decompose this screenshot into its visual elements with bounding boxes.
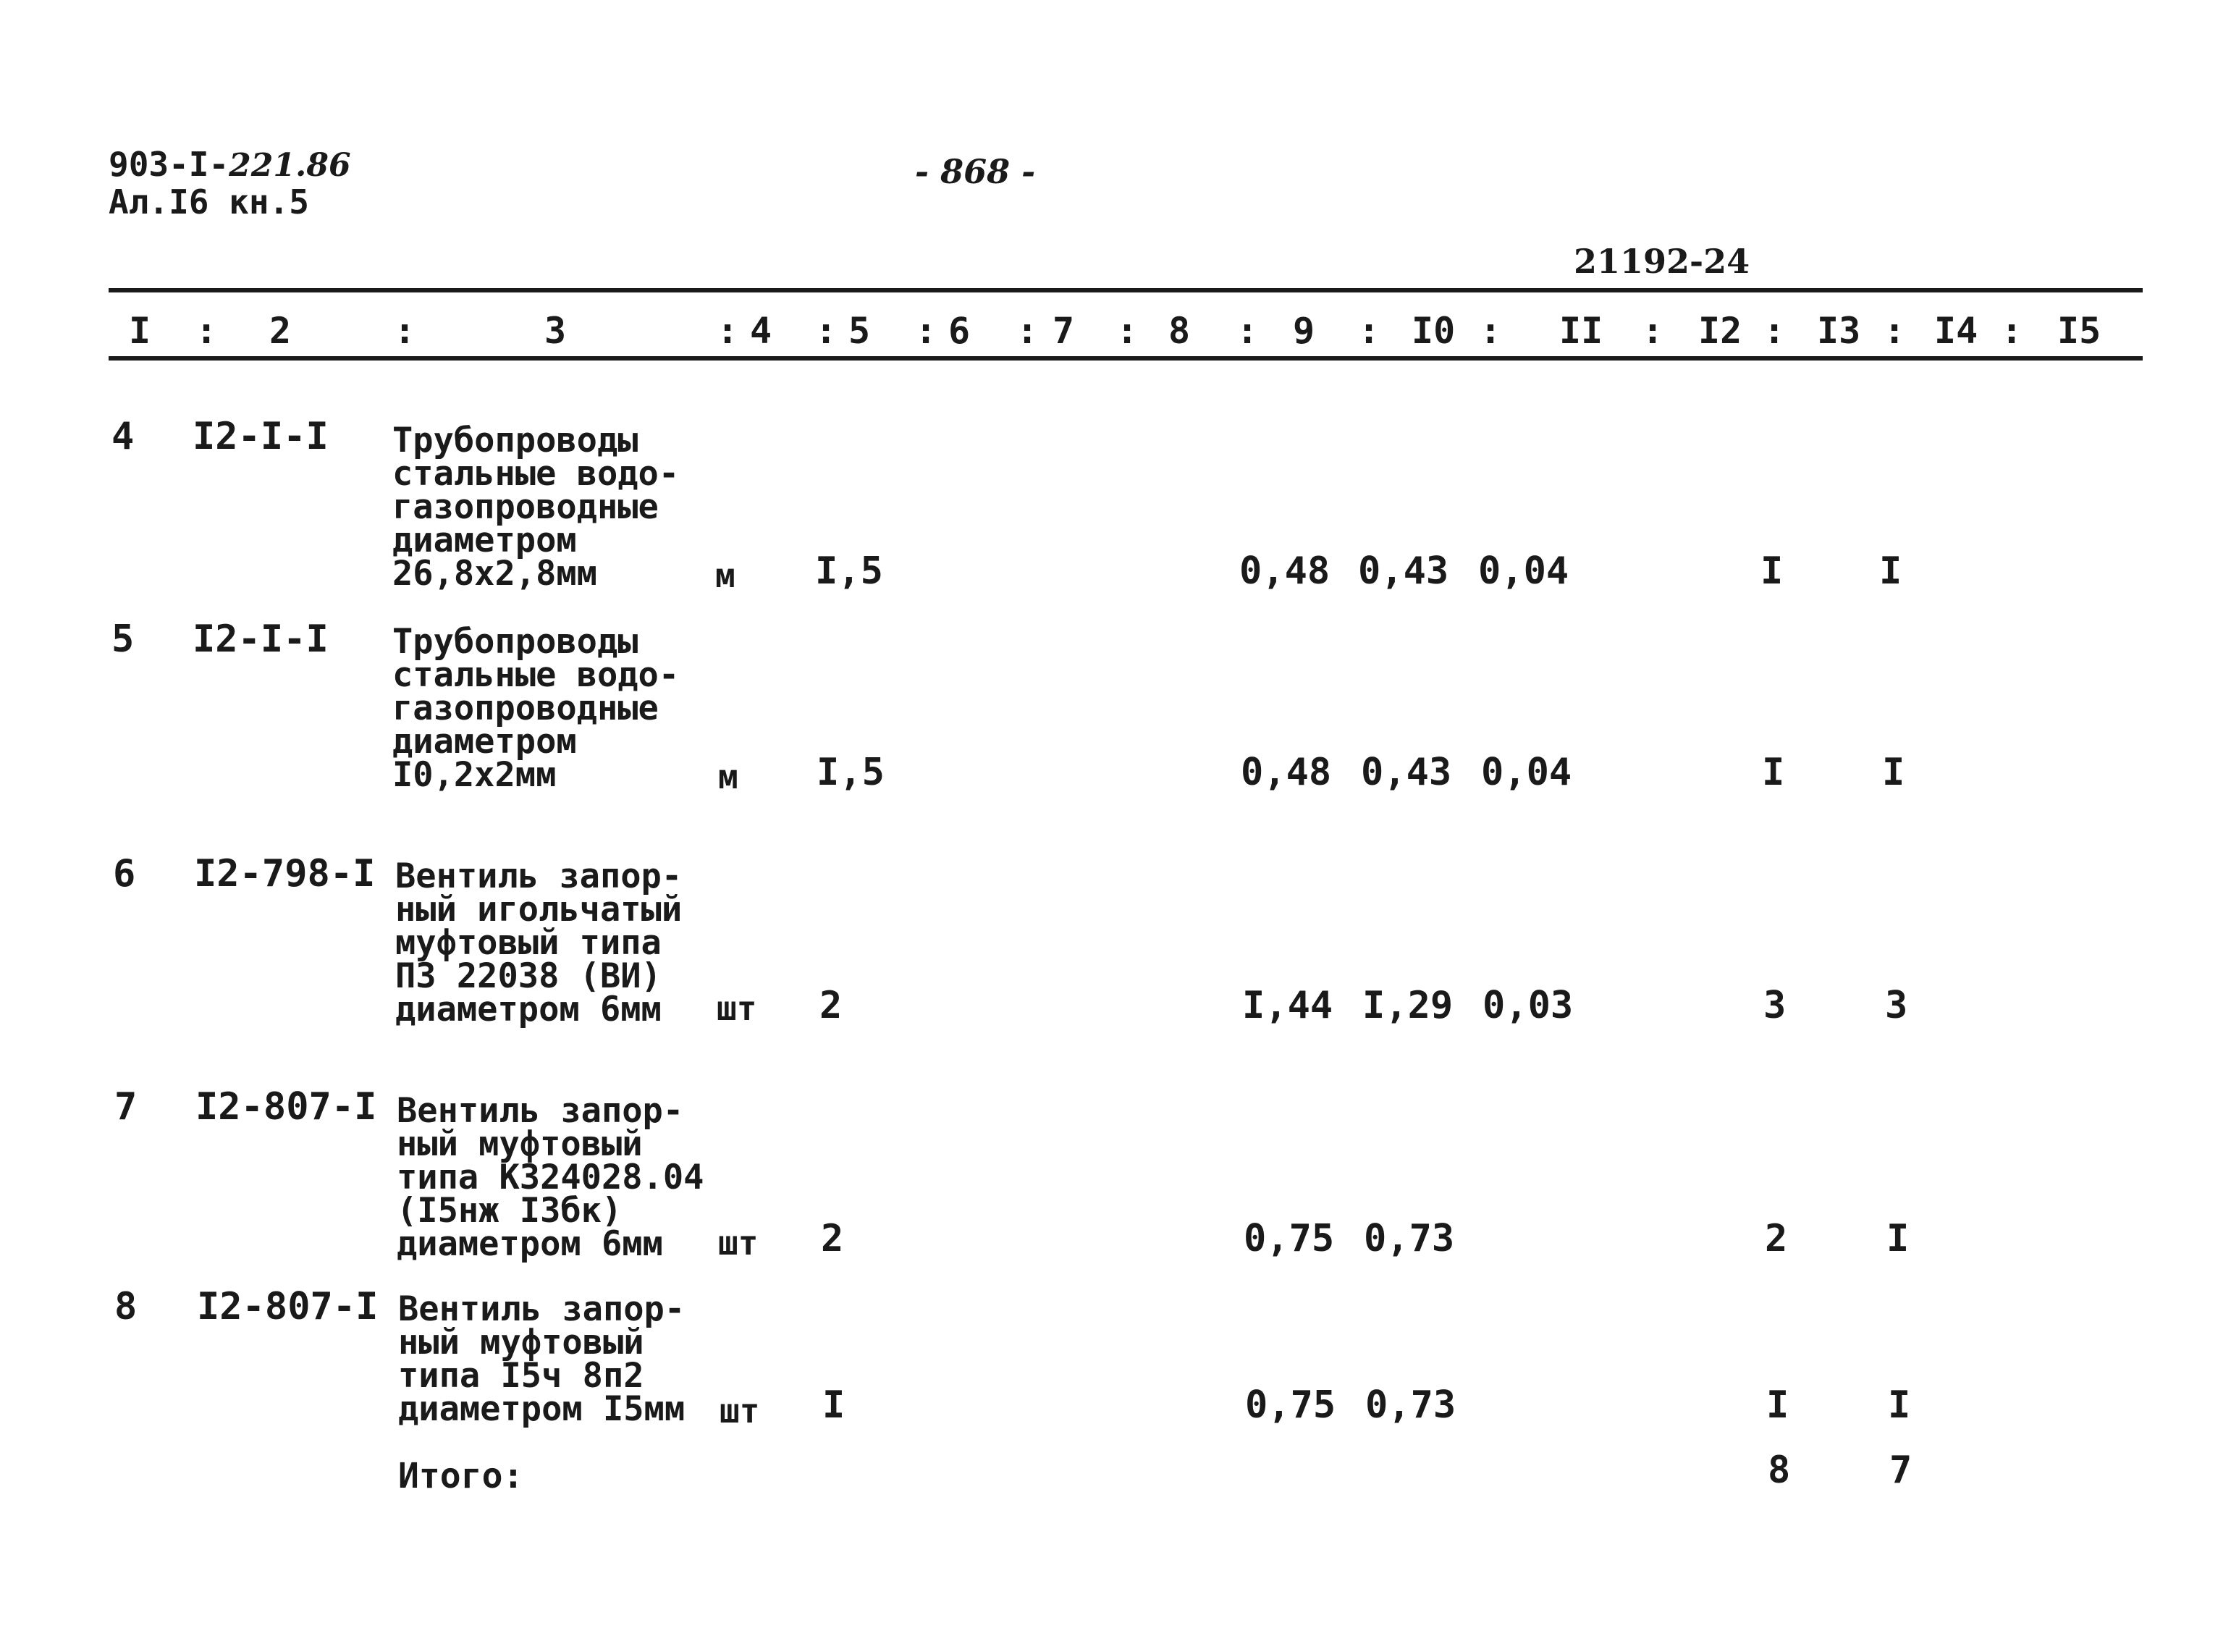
row-col13: I bbox=[1888, 1383, 1911, 1427]
col-sep: : bbox=[2001, 310, 2023, 352]
row-col12: 2 bbox=[1765, 1217, 1788, 1260]
col-head-12: I2 bbox=[1698, 310, 1742, 352]
row-description: Вентиль запор- ный муфтовый типа I5ч 8п2 диаметром I5мм bbox=[398, 1289, 686, 1429]
row-col11: 0,03 bbox=[1483, 984, 1574, 1027]
table-header-rule bbox=[109, 356, 2143, 361]
row-description: Вентиль запор- ный игольчатый муфтовый типа П3 22038 (ВИ) диаметром 6мм bbox=[395, 856, 683, 1029]
row-col10: 0,73 bbox=[1365, 1383, 1456, 1427]
col-sep: : bbox=[717, 310, 739, 352]
col-head-9: 9 bbox=[1293, 310, 1315, 352]
row-col13: I bbox=[1886, 1217, 1910, 1260]
col-head-10: I0 bbox=[1412, 310, 1456, 352]
col-sep: : bbox=[1236, 310, 1259, 352]
col-sep: : bbox=[1763, 310, 1786, 352]
row-unit: м bbox=[718, 757, 738, 796]
col-head-7: 7 bbox=[1053, 310, 1075, 352]
row-unit: м bbox=[715, 556, 735, 595]
row-quantity: I bbox=[822, 1383, 845, 1427]
row-number: 5 bbox=[111, 618, 135, 661]
document-code bbox=[109, 145, 351, 184]
row-quantity: I,5 bbox=[815, 549, 883, 593]
row-unit: шт bbox=[717, 989, 757, 1028]
col-sep: : bbox=[1116, 310, 1139, 352]
col-sep: : bbox=[1358, 310, 1380, 352]
total-col13: 7 bbox=[1889, 1449, 1912, 1492]
total-col12: 8 bbox=[1768, 1449, 1791, 1492]
row-description: Трубопроводы стальные водо- газопроводные диаметром I0,2х2мм bbox=[392, 622, 680, 795]
row-description: Трубопроводы стальные водо- газопроводные диаметром 26,8х2,8мм bbox=[392, 421, 680, 594]
col-head-5: 5 bbox=[848, 310, 871, 352]
row-col10: 0,43 bbox=[1358, 549, 1449, 593]
document-code-prefix: 903-I- bbox=[109, 145, 229, 184]
row-number: 8 bbox=[114, 1285, 138, 1328]
row-unit: шт bbox=[718, 1223, 759, 1263]
row-col11: 0,04 bbox=[1478, 549, 1569, 593]
col-head-13: I3 bbox=[1817, 310, 1861, 352]
row-code: I2-I-I bbox=[193, 618, 329, 661]
row-col11: 0,04 bbox=[1481, 751, 1572, 794]
col-head-1: I bbox=[129, 310, 151, 352]
col-head-2: 2 bbox=[269, 310, 292, 352]
row-code: I2-807-I bbox=[195, 1085, 377, 1129]
row-unit: шт bbox=[720, 1391, 760, 1430]
order-number: 21192-24 bbox=[1574, 242, 1750, 281]
col-sep: : bbox=[1642, 310, 1664, 352]
row-col12: 3 bbox=[1763, 984, 1787, 1027]
row-number: 4 bbox=[111, 415, 135, 458]
row-col10: I,29 bbox=[1362, 984, 1454, 1027]
row-col12: I bbox=[1760, 549, 1784, 593]
row-quantity: 2 bbox=[819, 984, 843, 1027]
row-code: I2-807-I bbox=[197, 1285, 379, 1328]
col-head-8: 8 bbox=[1168, 310, 1191, 352]
row-col10: 0,43 bbox=[1361, 751, 1452, 794]
row-col13: 3 bbox=[1885, 984, 1908, 1027]
row-number: 6 bbox=[113, 852, 136, 895]
total-label: Итого: bbox=[398, 1456, 524, 1496]
col-sep: : bbox=[394, 310, 416, 352]
row-quantity: I,5 bbox=[817, 751, 885, 794]
col-head-15: I5 bbox=[2057, 310, 2101, 352]
col-sep: : bbox=[1016, 310, 1039, 352]
row-code: I2-798-I bbox=[194, 852, 376, 895]
album-line: Ал.I6 кн.5 bbox=[109, 182, 309, 222]
col-head-11: II bbox=[1559, 310, 1603, 352]
col-sep: : bbox=[1884, 310, 1906, 352]
row-col13: I bbox=[1879, 549, 1902, 593]
row-col9: I,44 bbox=[1242, 984, 1333, 1027]
page-number: - 868 - bbox=[915, 152, 1036, 191]
row-col12: I bbox=[1766, 1383, 1789, 1427]
row-description: Вентиль запор- ный муфтовый типа К324028.04 (I5нж I3бк) диаметром 6мм bbox=[397, 1091, 704, 1264]
col-sep: : bbox=[915, 310, 937, 352]
row-col13: I bbox=[1882, 751, 1905, 794]
row-col9: 0,75 bbox=[1245, 1383, 1336, 1427]
col-head-3: 3 bbox=[544, 310, 567, 352]
col-head-4: 4 bbox=[750, 310, 772, 352]
table-top-rule bbox=[109, 288, 2143, 292]
row-col12: I bbox=[1762, 751, 1785, 794]
row-code: I2-I-I bbox=[193, 415, 329, 458]
row-number: 7 bbox=[114, 1085, 138, 1129]
document-code-handwritten: 221.86 bbox=[229, 147, 351, 184]
col-head-6: 6 bbox=[948, 310, 971, 352]
row-col9: 0,48 bbox=[1241, 751, 1332, 794]
col-sep: : bbox=[815, 310, 838, 352]
row-quantity: 2 bbox=[821, 1217, 844, 1260]
col-sep: : bbox=[195, 310, 218, 352]
row-col9: 0,48 bbox=[1239, 549, 1330, 593]
col-sep: : bbox=[1480, 310, 1502, 352]
row-col10: 0,73 bbox=[1364, 1217, 1455, 1260]
row-col9: 0,75 bbox=[1244, 1217, 1335, 1260]
col-head-14: I4 bbox=[1934, 310, 1978, 352]
